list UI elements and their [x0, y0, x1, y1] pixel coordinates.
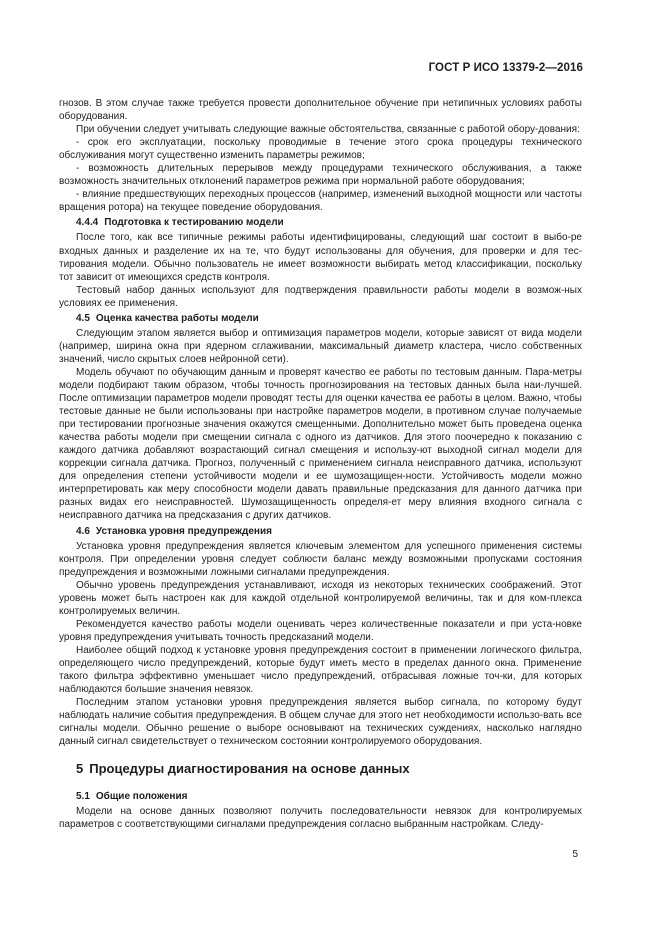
paragraph: Рекомендуется качество работы модели оценивать через количественные показатели и при уста-новке уровня предупреждения учитывать точность предсказаний модели. [59, 618, 582, 643]
page-number: 5 [572, 849, 578, 860]
heading-number: 4.5 [76, 312, 90, 324]
paragraph: Следующим этапом является выбор и оптимизация параметров модели, которые зависят от вида модели (например, ширина окна при ядерном сглаживании, максимальный диаметр кластера, число собственных значений, число скрытых слоев нейронной сети). [59, 327, 582, 365]
paragraph: Модель обучают по обучающим данным и проверят качество ее работы по тестовым данным. Пара-метры модели подбирают таким образом, чтобы точность прогнозирования на тестовых данных была наи-лучшей. После оптимизации параметров модели проводят тесты для оценки качества ее работы в целом. Важно, чтобы тестовые данные не были использованы при настройке параметров модели, в противном случае получаемые при тестировании прогнозные значения окажутся смещенными. Дополнительно может быть проведена оценка качества работы модели при смещении сигнала с одного из датчиков. Для этого поочередно к показанию с каждого датчика добавляют возрастающий сигнал смещения и использу-ют выходной сигнал модели для коррекции сигнала датчика. Прогноз, полученный с применением сигнала неисправного датчика, используют для определения степени устойчивости модели и ее шумозащищен-ности. Устойчивость модели можно интерпретировать как меру способности модели давать правильные предсказания для данного датчика при разных видах его неисправностей. Шумозащищенность определя-ет меру влияния входного сигнала с неисправного датчика на предсказания с других датчиков. [59, 366, 582, 522]
paragraph: - срок его эксплуатации, поскольку проводимые в течение этого срока процедуры технического обслуживания могут существенно изменить параметры режимов; [59, 137, 582, 162]
heading-title: Общие положения [95, 791, 188, 803]
heading-title: Оценка качества работы модели [95, 312, 259, 324]
paragraph: гнозов. В этом случае также требуется провести дополнительное обучение при нетипичных условиях работы оборудования. [59, 98, 582, 123]
heading-number: 5 [76, 761, 84, 777]
paragraph: - возможность длительных перерывов между процедурами технического обслуживания, а также возможность значительных отклонений параметров режима при нормальной работе оборудования; [59, 163, 582, 188]
section-heading [59, 762, 582, 775]
heading-number: 4.6 [76, 525, 90, 537]
heading-title: Подготовка к тестированию модели [104, 217, 284, 229]
paragraph: Модели на основе данных позволяют получить последовательности невязок для контролируемых параметров с соответствующими сигналами предупреждения согласно выбранным настройкам. Следу- [59, 806, 582, 831]
heading-title: Установка уровня предупреждения [95, 525, 272, 537]
subsection-heading [59, 312, 582, 325]
subsection-heading [59, 216, 582, 229]
document-body [59, 97, 582, 831]
paragraph: После того, как все типичные режимы работы идентифицированы, следующий шаг состоит в выбо-ре входных данных и разделение их на те, что будут использованы для обучения, для проверки и для тес-тирования модели. Обычно пользователь не имеет возможности выбирать метод классификации, поскольку тот зависит от имеющихся средств контроля. [59, 232, 582, 283]
heading-number: 4.4.4 [76, 217, 99, 229]
paragraph: Последним этапом установки уровня предупреждения является выбор сигнала, по которому будут наблюдать наличие события предупреждения. В общем случае для этого нет необходимости использо-вать все сигналы модели. Обычно решение о выборе основывают на технических суждениях, насколько наглядно данный сигнал свидетельствует о техническом состоянии контролируемого оборудования. [59, 697, 582, 748]
paragraph: - влияние предшествующих переходных процессов (например, изменений выходной мощности или частоты вращения ротора) на текущее поведение оборудования. [59, 189, 582, 214]
paragraph: Обычно уровень предупреждения устанавливают, исходя из некоторых технических соображений. Этот уровень может быть настроен как для каждой отдельной контролируемой величины, так и для ком-плекса контролируемых величин. [59, 579, 582, 617]
standard-header: ГОСТ Р ИСО 13379-2—2016 [428, 62, 583, 74]
paragraph: При обучении следует учитывать следующие важные обстоятельства, связанные с работой обору-дования: [76, 124, 580, 136]
subsection-heading [59, 790, 582, 803]
heading-number: 5.1 [76, 791, 90, 803]
heading-title: Процедуры диагностирования на основе данных [89, 761, 410, 777]
paragraph: Наиболее общий подход к установке уровня предупреждения состоит в применении логического фильтра, определяющего число предупреждений, которые будут иметь место в пределах данного окна. Применение такого фильтра эффективно уменьшает число предупреждений, отбрасывая ложные точ-ки, для которых наблюдаются большие значения невязок. [59, 644, 582, 696]
paragraph: Тестовый набор данных используют для подтверждения правильности работы модели в возмож-ных условиях ее применения. [59, 284, 582, 309]
paragraph: Установка уровня предупреждения является ключевым элементом для успешного применения системы контроля. При определении уровня следует соблюсти баланс между возможными пропусками состояния предупреждения и возможными ложными сигналами предупреждения. [59, 540, 582, 578]
subsection-heading [59, 525, 582, 538]
